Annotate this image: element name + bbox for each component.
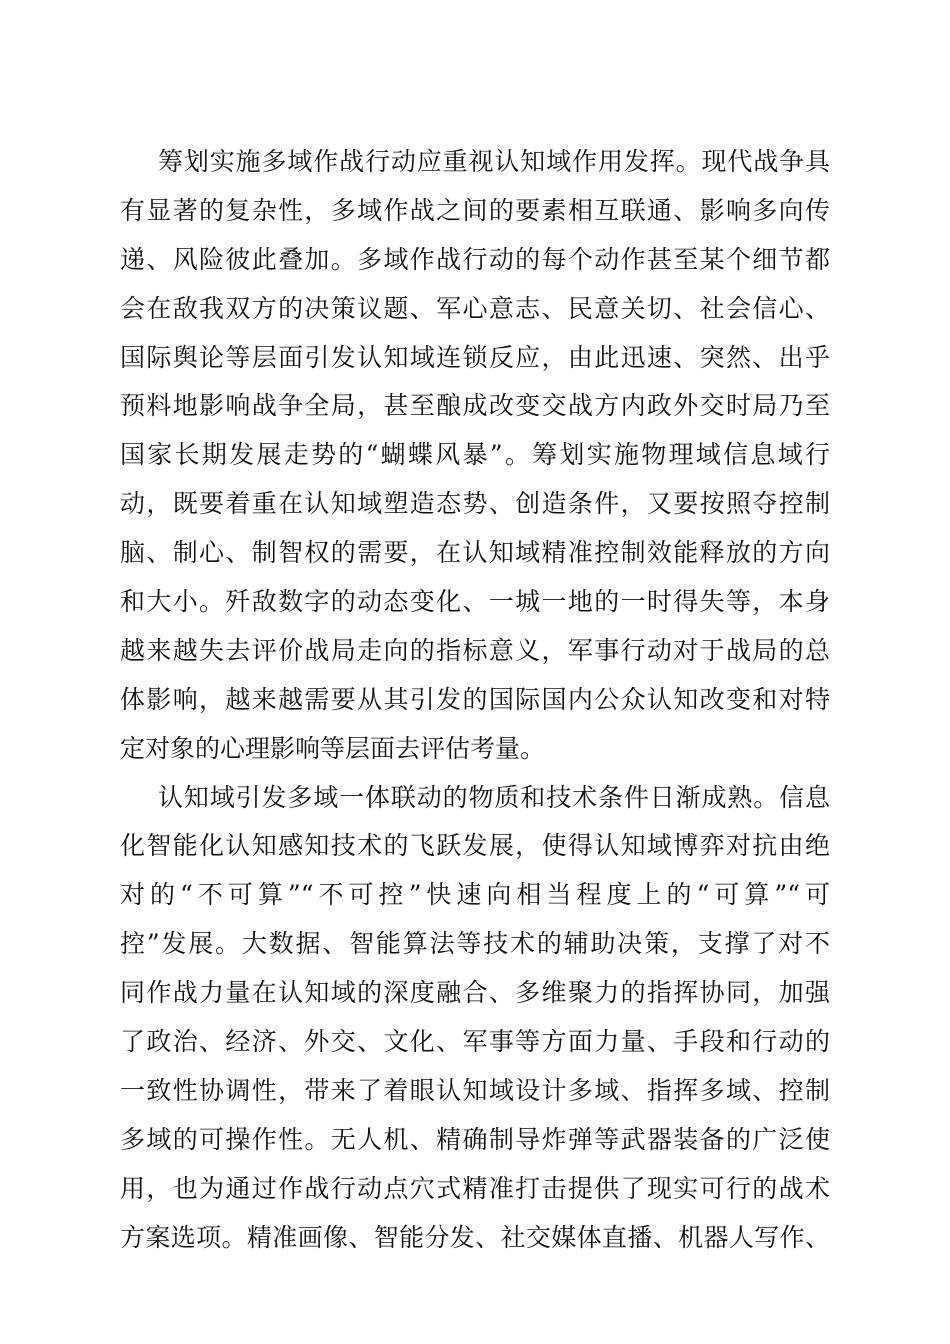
text-line: 一致性协调性，带来了着眼认知域设计多域、指挥多域、控制: [120, 1075, 830, 1105]
text-line: 方案选项。精准画像、智能分发、社交媒体直播、机器人写作、: [120, 1222, 830, 1252]
paragraph-1: [120, 138, 830, 774]
text-line: 会在敌我双方的决策议题、军心意志、民意关切、社会信心、: [120, 293, 830, 323]
text-line: 越来越失去评价战局走向的指标意义，军事行动对于战局的总: [120, 635, 830, 665]
text-line: 对的“不可算”“不可控”快速向相当程度上的“可算”“可: [120, 880, 830, 910]
text-line: 预料地影响战争全局，甚至酿成改变交战方内政外交时局乃至: [120, 391, 830, 421]
paragraph-2: [120, 774, 830, 1263]
text-line: 筹划实施多域作战行动应重视认知域作用发挥。现代战争具: [158, 147, 830, 176]
text-line: 化智能化认知感知技术的飞跃发展，使得认知域博弈对抗由绝: [120, 831, 830, 861]
text-line: 控”发展。大数据、智能算法等技术的辅助决策，支撑了对不: [120, 929, 830, 959]
text-line: 用，也为通过作战行动点穴式精准打击提供了现实可行的战术: [120, 1173, 830, 1203]
text-line: 动，既要着重在认知域塑造态势、创造条件，又要按照夺控制: [120, 489, 830, 519]
text-line: 多域的可操作性。无人机、精确制导炸弹等武器装备的广泛使: [120, 1124, 830, 1154]
text-line: 递、风险彼此叠加。多域作战行动的每个动作甚至某个细节都: [120, 244, 830, 274]
text-line: 国家长期发展走势的“蝴蝶风暴”。筹划实施物理域信息域行: [120, 440, 830, 470]
text-line: 有显著的复杂性，多域作战之间的要素相互联通、影响多向传: [120, 195, 830, 225]
text-line: 了政治、经济、外交、文化、军事等方面力量、手段和行动的: [120, 1027, 830, 1057]
text-line: 脑、制心、制智权的需要，在认知域精准控制效能释放的方向: [120, 538, 830, 568]
text-line: 定对象的心理影响等层面去评估考量。: [120, 733, 546, 763]
text-line: 同作战力量在认知域的深度融合、多维聚力的指挥协同，加强: [120, 978, 830, 1008]
text-line: 国际舆论等层面引发认知域连锁反应，由此迅速、突然、出乎: [120, 342, 830, 372]
document-body: [120, 138, 830, 1262]
text-line: 认知域引发多域一体联动的物质和技术条件日渐成熟。信息: [158, 782, 830, 812]
text-line: 体影响，越来越需要从其引发的国际国内公众认知改变和对特: [120, 684, 830, 714]
text-line: 和大小。歼敌数字的动态变化、一城一地的一时得失等，本身: [120, 587, 830, 617]
